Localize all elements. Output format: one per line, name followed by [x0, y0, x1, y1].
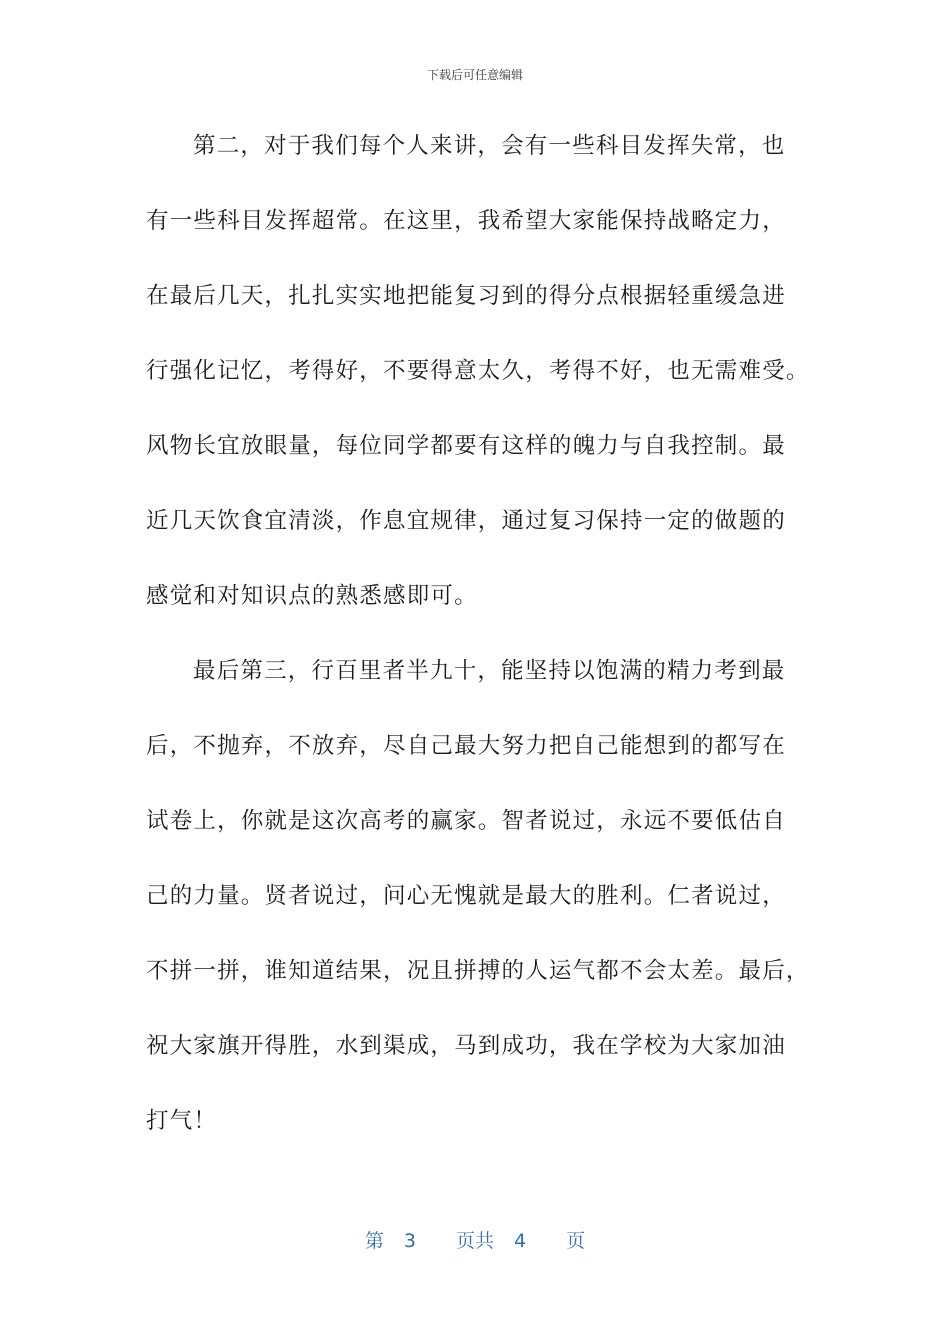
text-line: 祝大家旗开得胜，水到渠成，马到成功，我在学校为大家加油 — [146, 1033, 786, 1059]
text-line: 最后第三，行百里者半九十，能坚持以饱满的精力考到最 — [193, 658, 786, 684]
current-page-number: 3 — [403, 1230, 416, 1252]
footer-suffix: 页 — [566, 1230, 586, 1252]
total-pages-number: 4 — [514, 1230, 527, 1252]
text-line: 感觉和对知识点的熟悉感即可。 — [146, 583, 478, 609]
text-line: 近几天饮食宜清淡，作息宜规律，通过复习保持一定的做题的 — [146, 508, 786, 534]
page-header: 下载后可任意编辑 — [426, 68, 523, 82]
text-line: 风物长宜放眼量，每位同学都要有这样的魄力与自我控制。最 — [146, 433, 786, 459]
text-line: 有一些科目发挥超常。在这里，我希望大家能保持战略定力， — [146, 208, 786, 234]
text-line: 行强化记忆，考得好，不要得意太久，考得不好，也无需难受。 — [146, 358, 810, 384]
page-footer — [0, 1226, 950, 1253]
document-body — [146, 109, 826, 1159]
text-line: 第二，对于我们每个人来讲，会有一些科目发挥失常，也 — [193, 133, 786, 159]
paragraph-1 — [146, 109, 826, 634]
text-line: 试卷上，你就是这次高考的赢家。智者说过，永远不要低估自 — [146, 808, 786, 834]
text-line: 后，不抛弃，不放弃，尽自己最大努力把自己能想到的都写在 — [146, 733, 786, 759]
text-line: 打气！ — [146, 1108, 218, 1134]
footer-middle: 页共 — [455, 1230, 494, 1252]
text-line: 己的力量。贤者说过，问心无愧就是最大的胜利。仁者说过， — [146, 883, 786, 909]
text-line: 不拼一拼，谁知道结果，况且拼搏的人运气都不会太差。最后， — [146, 958, 810, 984]
footer-prefix: 第 — [364, 1230, 384, 1252]
paragraph-2 — [146, 634, 826, 1159]
text-line: 在最后几天，扎扎实实地把能复习到的得分点根据轻重缓急进 — [146, 283, 786, 309]
